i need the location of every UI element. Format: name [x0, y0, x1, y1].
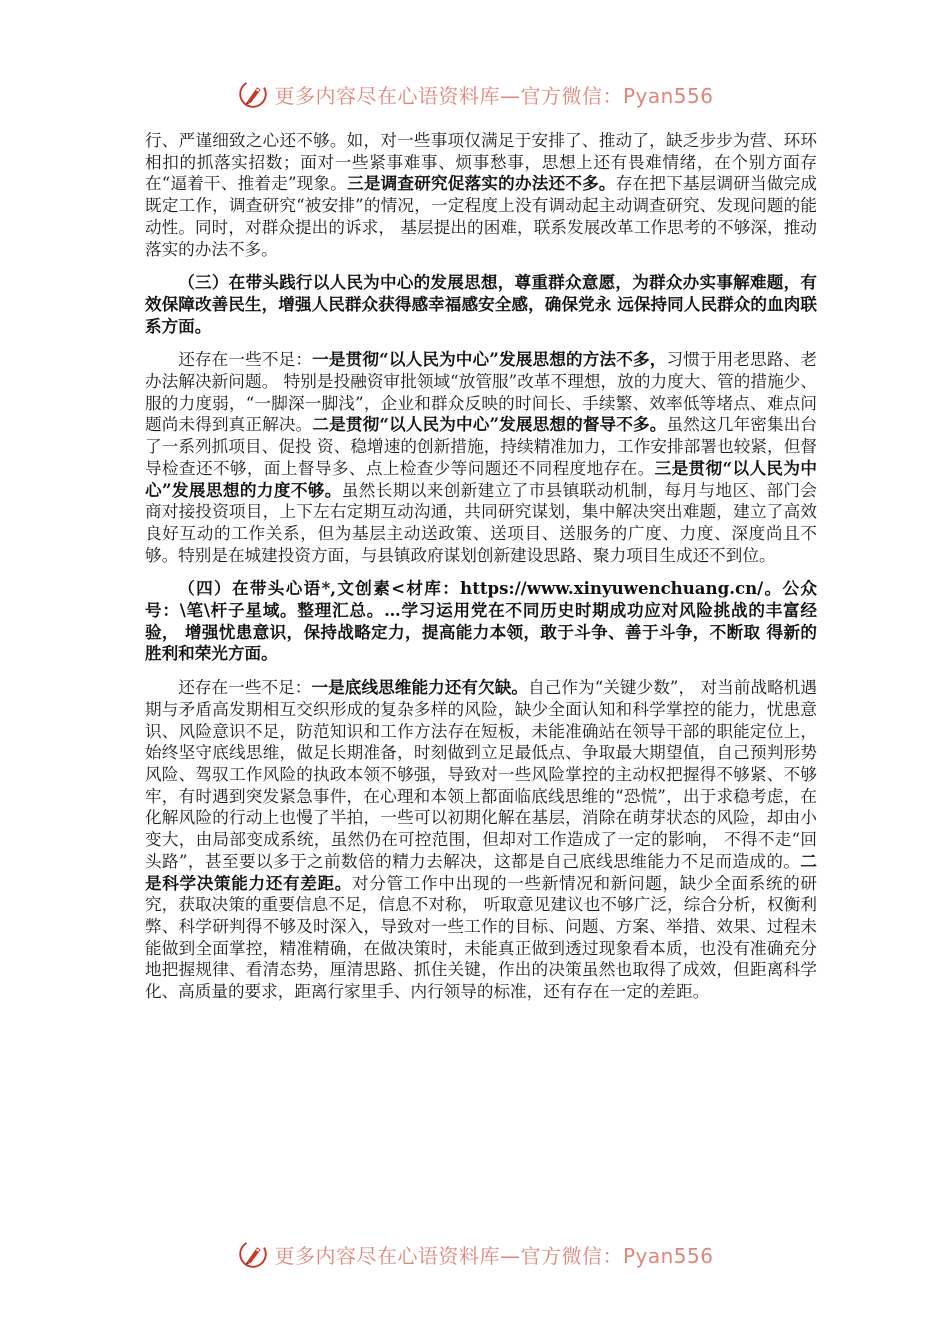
text-run: 虽然这几年密集出台了一系列抓项目、促投 资、稳增速的创新措施，持续精准加力，工作安排部署也较紧，但督导检查还不够，面上督导多、点上检查少等问题还不同程度地存在。 — [145, 415, 818, 478]
footer-watermark-banner — [0, 1234, 950, 1274]
paragraph — [145, 130, 817, 260]
bold-text-run: 一是贯彻“以人民为中心”发展思想的方法不多， — [312, 349, 667, 370]
header-watermark-banner — [0, 74, 950, 114]
pen-nib-icon — [236, 1237, 270, 1271]
footer-watermark-text: 更多内容尽在心语资料库—官方微信：Pyan556 — [274, 1243, 714, 1268]
text-run: 对分管工作中出现的一些新情况和新问题，缺少全面系统的研究，获取决策的重要信息不足，信息不对称， 听取意见建议也不够广泛，综合分析，权衡利弊、科学研判得不够及时深入，导致对一些工作的目标、问题、方案、举措、效果、过程未能做到全面掌控，精准精确，在做决策时，未能真正做到透过现象看本质，也没有准确充分地把握规律、看清态势，厘清思路、抓住关键，作出的决策虽然也取得了成效，但距离科学化、高质量的要求，距离行家里手、内行领导的标准，还有存在一定的差距。 — [145, 873, 818, 1002]
text-run: 行、严谨细致之心还不够。如，对一些事项仅满足于安排了、推动了，缺乏步步为营、环环相扣的抓落实招数；面对一些紧事难事、烦事愁事，思想上还有畏难情绪，在个别方面存在“逼着干、推着走”现象。 — [145, 131, 817, 194]
text-run: 存在把下基层调研当做完成既定工作，调查研究“被安排”的情况，一定程度上没有调动起主动调查研究、发现问题的能动性。同时，对群众提出的诉求， 基层提出的困难，联系发展改革工作思考的不够深，推动落实的办法不多。 — [145, 174, 818, 259]
document-body — [145, 130, 817, 1003]
text-run: 习惯于用老思路、老办法解决新问题。 特别是投融资审批领域“放管服”改革不理想，放的力度大、管的措施少、服的力度弱，“一脚深一脚浅”，企业和群众反映的时间长、手续繁、效率低等堵点、难点问题尚未得到真正解决。 — [145, 350, 818, 435]
bold-text-run: 一是底线思维能力还有欠缺。 — [311, 677, 529, 698]
pen-nib-icon — [236, 77, 270, 111]
text-run: 还存在一些不足： — [178, 350, 313, 370]
bold-text-run: （三）在带头践行以人民为中心的发展思想，尊重群众意愿，为群众办实事解难题，有效保障改善民生，增强人民群众获得感幸福感安全感，确保党永 远保持同人民群众的血肉联系方面。 — [145, 272, 817, 336]
bold-text-run: 三是调查研究促落实的办法还不多。 — [347, 173, 616, 194]
paragraph — [145, 578, 817, 665]
header-watermark-text: 更多内容尽在心语资料库—官方微信：Pyan556 — [274, 83, 714, 108]
bold-text-run: （四）在带头心语*,文创素<材库：https://www.xinyuwenchuang.cn/。公众号：\笔\杆子星域。整理汇总。…学习运用党在不同历史时期成功应对风险挑战的丰富经验， 增强忧患意识，保持战略定力，提高能力本领，敢于斗争、善于斗争，不断取 得新的胜利和荣光方面。 — [145, 578, 817, 664]
bold-text-run: 三是贯彻“以人民为中心”发展思想的力度不够。 — [145, 457, 817, 500]
paragraph — [145, 677, 817, 1003]
text-run: 还存在一些不足： — [178, 678, 312, 698]
paragraph — [145, 349, 817, 566]
text-run: 自己作为“关键少数”， 对当前战略机遇期与矛盾高发期相互交织形成的复杂多样的风险，缺少全面认知和科学掌控的能力，忧患意识、风险意识不足，防范知识和工作方法存在短板，未能准确站在领导干部的职能定位上，始终坚守底线思维，做足长期准备，时刻做到立足最低点、争取最大期望值，自己预判形势风险、驾驭工作风险的执政本领不够强，导致对一些风险掌控的主动权把握得不够紧、不够牢，有时遇到突发紧急事件，在心理和本领上都面临底线思维的“恐慌”，出于求稳考虑，在化解风险的行动上也慢了半拍，一些可以初期化解在基层，消除在萌芽状态的风险，却由小变大，由局部变成系统，虽然仍在可控范围，但却对工作造成了一定的影响， 不得不走“回头路”，甚至要以多于之前数倍的精力去解决，这都是自己底线思维能力不足而造成的。 — [145, 678, 818, 871]
paragraph — [145, 272, 817, 337]
text-run: 虽然长期以来创新建立了市县镇联动机制，每月与地区、部门会商对接投资项目，上下左右定期互动沟通，共同研究谋划，集中解决突出难题，建立了高效良好互动的工作关系，但为基层主动送政策、送项目、送服务的广度、力度、深度尚且不够。特别是在城建投资方面，与县镇政府谋划创新建设思路、聚力项目生成还不到位。 — [145, 480, 818, 565]
bold-text-run: 二是贯彻“以人民为中心”发展思想的督导不多。 — [312, 414, 667, 435]
bold-text-run: 二是科学决策能力还有差距。 — [145, 850, 817, 893]
